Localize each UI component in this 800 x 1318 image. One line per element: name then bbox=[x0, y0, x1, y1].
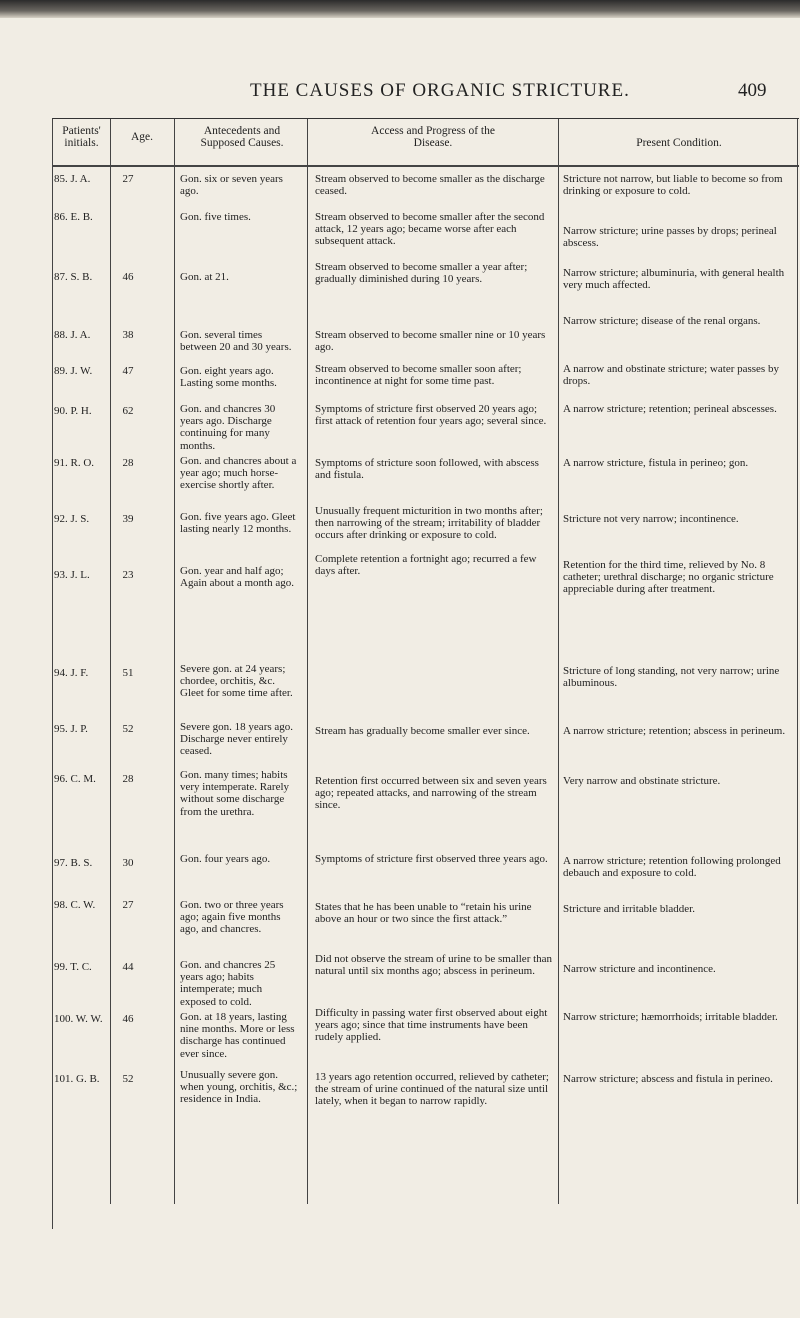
header-antecedents: Antecedents and Supposed Causes. bbox=[200, 125, 284, 149]
case-age: 62 bbox=[122, 405, 134, 417]
case-present: Narrow stricture; disease of the renal organs. bbox=[563, 315, 761, 327]
case-present: A narrow stricture; retention following prolonged debauch and exposure to cold. bbox=[563, 855, 781, 880]
case-age: 51 bbox=[122, 667, 134, 679]
case-initials: 89. J. W. bbox=[54, 365, 93, 377]
case-antecedents: Gon. and chancres 25 years ago; habits intemperate; much exposed to cold. bbox=[180, 959, 276, 1008]
case-initials: 91. R. O. bbox=[54, 457, 95, 469]
running-head-title: THE CAUSES OF ORGANIC STRICTURE. bbox=[250, 80, 630, 101]
case-age: 46 bbox=[122, 1013, 134, 1025]
case-age: 23 bbox=[122, 569, 134, 581]
case-present: Retention for the third time, relieved by No. 8 catheter; urethral discharge; no organic stricture appreciable during after treatment. bbox=[563, 559, 774, 596]
column-rule bbox=[110, 119, 111, 1204]
case-initials: 94. J. F. bbox=[54, 667, 89, 679]
page-number: 409 bbox=[738, 80, 767, 101]
case-antecedents: Gon. year and half ago; Again about a month ago. bbox=[180, 565, 294, 590]
case-progress: Stream observed to become smaller nine or 10 years ago. bbox=[315, 329, 546, 354]
case-present: Narrow stricture; abscess and fistula in perineo. bbox=[563, 1073, 773, 1085]
case-initials: 92. J. S. bbox=[54, 513, 90, 525]
case-present: Narrow stricture; urine passes by drops; perineal abscess. bbox=[563, 225, 777, 250]
case-antecedents: Gon. five times. bbox=[180, 211, 251, 223]
case-present: Stricture not very narrow; incontinence. bbox=[563, 513, 739, 525]
case-present: Narrow stricture and incontinence. bbox=[563, 963, 716, 975]
page-top-edge bbox=[0, 0, 800, 18]
case-present: A narrow and obstinate stricture; water passes by drops. bbox=[563, 363, 779, 388]
case-progress: Unusually frequent micturition in two months after; then narrowing of the stream; irritability of bladder occurs after drinking or exposure to cold. bbox=[315, 505, 543, 542]
case-present: Stricture of long standing, not very narrow; urine albuminous. bbox=[563, 665, 780, 690]
case-initials: 86. E. B. bbox=[54, 211, 93, 223]
case-antecedents: Gon. four years ago. bbox=[180, 853, 271, 865]
case-antecedents: Severe gon. at 24 years; chordee, orchitis, &c. Gleet for some time after. bbox=[180, 663, 293, 700]
case-antecedents: Unusually severe gon. when young, orchitis, &c.; residence in India. bbox=[180, 1069, 298, 1106]
header-initials: Patients' initials. bbox=[62, 125, 101, 149]
case-present: Narrow stricture; albuminuria, with general health very much affected. bbox=[563, 267, 785, 292]
case-antecedents: Gon. at 18 years, lasting nine months. More or less discharge has continued ever since. bbox=[180, 1011, 295, 1060]
case-age: 28 bbox=[122, 457, 134, 469]
case-age: 38 bbox=[122, 329, 134, 341]
case-antecedents: Gon. and chancres about a year ago; much horse-exercise shortly after. bbox=[180, 455, 297, 492]
case-initials: 90. P. H. bbox=[54, 405, 92, 417]
column-rule bbox=[174, 119, 175, 1204]
header-age: Age. bbox=[130, 131, 154, 143]
case-age: 46 bbox=[122, 271, 134, 283]
case-progress: Stream observed to become smaller a year after; gradually diminished during 10 years. bbox=[315, 261, 528, 286]
case-progress: Difficulty in passing water first observed about eight years ago; since that time instruments have been rudely applied. bbox=[315, 1007, 548, 1044]
case-antecedents: Gon. five years ago. Gleet lasting nearly 12 months. bbox=[180, 511, 296, 536]
column-rule bbox=[307, 119, 308, 1204]
case-present: Narrow stricture; hæmorrhoids; irritable bladder. bbox=[563, 1011, 778, 1023]
column-rule bbox=[797, 119, 798, 1204]
case-age: 27 bbox=[122, 899, 134, 911]
case-progress: Symptoms of stricture soon followed, with abscess and fistula. bbox=[315, 457, 539, 482]
column-rule bbox=[558, 119, 559, 1204]
case-antecedents: Gon. and chancres 30 years ago. Discharge continuing for many months. bbox=[180, 403, 276, 452]
case-initials: 87. S. B. bbox=[54, 271, 93, 283]
case-progress: Stream has gradually become smaller ever since. bbox=[315, 725, 530, 737]
case-antecedents: Gon. eight years ago. Lasting some months. bbox=[180, 365, 277, 390]
case-initials: 93. J. L. bbox=[54, 569, 90, 581]
case-initials: 100. W. W. bbox=[54, 1013, 103, 1025]
case-present: Very narrow and obstinate stricture. bbox=[563, 775, 721, 787]
case-age: 30 bbox=[122, 857, 134, 869]
case-antecedents: Gon. at 21. bbox=[180, 271, 229, 283]
case-initials: 88. J. A. bbox=[54, 329, 91, 341]
case-antecedents: Gon. six or seven years ago. bbox=[180, 173, 283, 198]
case-progress: Stream observed to become smaller soon after; incontinence at night for some time past. bbox=[315, 363, 522, 388]
case-initials: 101. G. B. bbox=[54, 1073, 100, 1085]
case-table bbox=[52, 118, 799, 1229]
case-progress: Symptoms of stricture first observed three years ago. bbox=[315, 853, 548, 865]
case-age: 52 bbox=[122, 1073, 134, 1085]
case-initials: 98. C. W. bbox=[54, 899, 96, 911]
case-age: 27 bbox=[122, 173, 134, 185]
case-initials: 97. B. S. bbox=[54, 857, 93, 869]
running-head bbox=[0, 80, 800, 106]
case-age: 47 bbox=[122, 365, 134, 377]
case-progress: Stream observed to become smaller as the discharge ceased. bbox=[315, 173, 545, 198]
case-antecedents: Gon. two or three years ago; again five months ago, and chancres. bbox=[180, 899, 284, 936]
case-age: 28 bbox=[122, 773, 134, 785]
case-age: 52 bbox=[122, 723, 134, 735]
case-antecedents: Gon. many times; habits very intemperate. Rarely without some discharge from the urethra. bbox=[180, 769, 290, 818]
case-progress: Complete retention a fortnight ago; recurred a few days after. bbox=[315, 553, 537, 578]
case-initials: 96. C. M. bbox=[54, 773, 96, 785]
header-progress: Access and Progress of the Disease. bbox=[371, 125, 495, 149]
case-present: Stricture and irritable bladder. bbox=[563, 903, 695, 915]
case-antecedents: Gon. several times between 20 and 30 years. bbox=[180, 329, 292, 354]
header-rule bbox=[53, 165, 799, 167]
case-initials: 85. J. A. bbox=[54, 173, 91, 185]
case-progress: States that he has been unable to “retain his urine above an hour or two since the first attack.” bbox=[315, 901, 532, 926]
case-antecedents: Severe gon. 18 years ago. Discharge never entirely ceased. bbox=[180, 721, 294, 758]
case-progress: Retention first occurred between six and seven years ago; repeated attacks, and narrowing of the stream since. bbox=[315, 775, 547, 812]
case-present: A narrow stricture; retention; perineal abscesses. bbox=[563, 403, 777, 415]
case-initials: 95. J. P. bbox=[54, 723, 88, 735]
case-progress: Stream observed to become smaller after the second attack, 12 years ago; became worse after each subsequent attack. bbox=[315, 211, 545, 248]
case-present: Stricture not narrow, but liable to become so from drinking or exposure to cold. bbox=[563, 173, 783, 198]
case-age: 44 bbox=[122, 961, 134, 973]
case-progress: Symptoms of stricture first observed 20 years ago; first attack of retention four years ago; several since. bbox=[315, 403, 547, 428]
case-progress: Did not observe the stream of urine to be smaller than natural until six months ago; abscess in perineum. bbox=[315, 953, 553, 978]
case-age: 39 bbox=[122, 513, 134, 525]
case-present: A narrow stricture, fistula in perineo; gon. bbox=[563, 457, 749, 469]
case-present: A narrow stricture; retention; abscess in perineum. bbox=[563, 725, 786, 737]
case-progress: 13 years ago retention occurred, relieved by catheter; the stream of urine continued of the natural size until lately, when it began to narrow rapidly. bbox=[315, 1071, 549, 1108]
case-initials: 99. T. C. bbox=[54, 961, 92, 973]
header-present: Present Condition. bbox=[636, 137, 722, 149]
